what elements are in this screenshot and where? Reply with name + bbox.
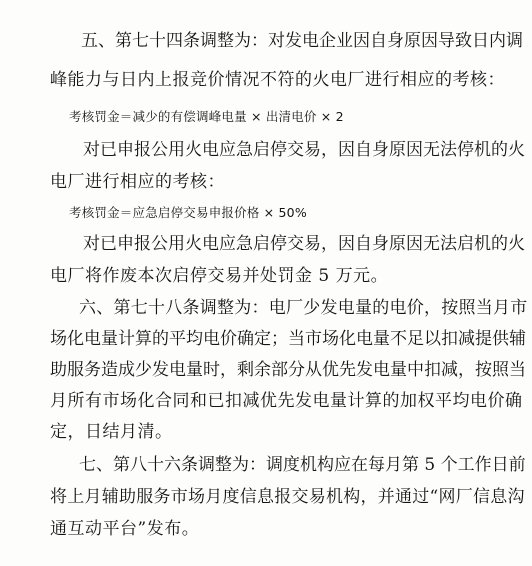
penalty-formula: 考核罚金＝减少的有偿调峰电量 × 出清电价 × 2 <box>69 109 344 124</box>
paragraph-line: 对已申报公用火电应急启停交易，因自身原因无法启机的火 <box>83 234 525 254</box>
paragraph-line: 场化电量计算的平均电价确定；当市场化电量不足以扣减提供辅 <box>50 329 526 349</box>
paragraph-line: 助服务造成少发电量时，剩余部分从优先发电量中扣减，按照当 <box>50 360 526 380</box>
paragraph-line: 六、第七十八条调整为：电厂少发电量的电价，按照当月市 <box>79 298 528 318</box>
paragraph-line: 定，日结月清。 <box>50 422 173 442</box>
paragraph-line: 七、第八十六条调整为：调度机构应在每月第 5 个工作日前 <box>79 455 526 475</box>
penalty-formula: 考核罚金＝应急启停交易申报价格 × 50% <box>69 205 307 220</box>
paragraph-line: 电厂进行相应的考核： <box>50 172 225 192</box>
paragraph-line: 电厂将作废本次启停交易并处罚金 5 万元。 <box>50 266 389 286</box>
paragraph-line: 通互动平台”发布。 <box>50 519 200 539</box>
paragraph-line: 五、第七十四条调整为：对发电企业因自身原因导致日内调 <box>81 31 523 51</box>
paragraph-line: 对已申报公用火电应急启停交易，因自身原因无法停机的火 <box>83 140 525 160</box>
paragraph-line: 月所有市场化合同和已扣减优先发电量计算的加权平均电价确 <box>50 391 523 411</box>
paragraph-line: 将上月辅助服务市场月度信息报交易机构，并通过“网厂信息沟 <box>50 487 525 507</box>
paragraph-line: 峰能力与日内上报竞价情况不符的火电厂进行相应的考核： <box>50 70 505 90</box>
